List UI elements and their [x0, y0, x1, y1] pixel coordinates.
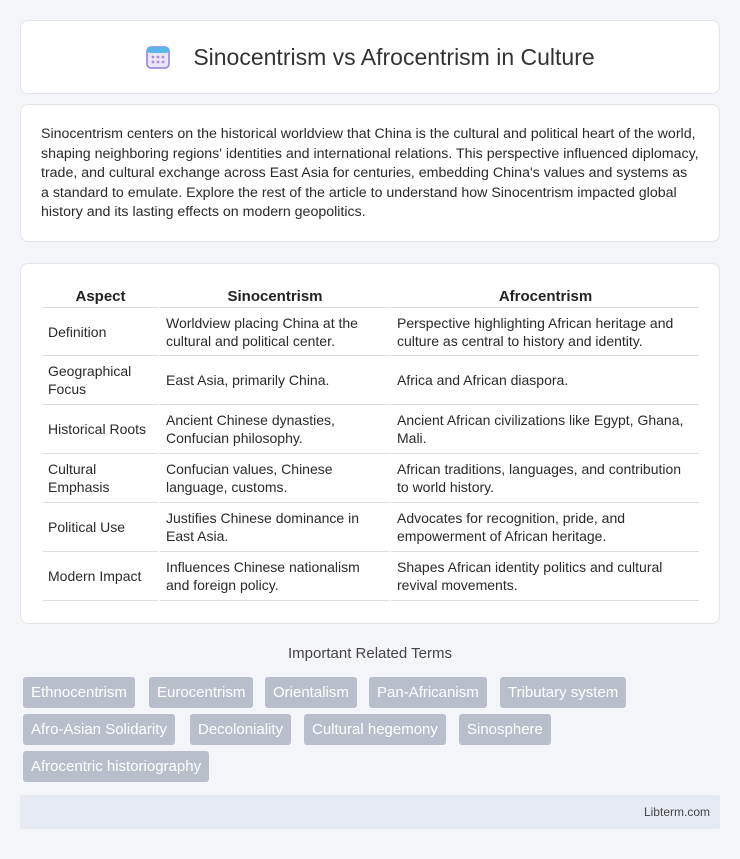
row-afrocentrism: Ancient African civilizations like Egypt, Ghana, Mali. — [389, 405, 699, 454]
row-aspect: Modern Impact — [43, 552, 158, 601]
tag-orientalism[interactable]: Orientalism — [265, 677, 357, 708]
tag-sinosphere[interactable]: Sinosphere — [459, 714, 551, 745]
comparison-table — [43, 284, 699, 601]
row-aspect: Geographical Focus — [43, 356, 158, 405]
table-row — [43, 552, 699, 601]
footer — [20, 795, 720, 829]
row-sinocentrism: Worldview placing China at the cultural and political center. — [158, 308, 389, 356]
row-aspect: Cultural Emphasis — [43, 454, 158, 503]
row-afrocentrism: African traditions, languages, and contribution to world history. — [389, 454, 699, 503]
table-header-row — [43, 284, 699, 308]
row-sinocentrism: Confucian values, Chinese language, customs. — [158, 454, 389, 503]
table-row — [43, 308, 699, 356]
row-afrocentrism: Africa and African diaspora. — [389, 356, 699, 405]
row-sinocentrism: East Asia, primarily China. — [158, 356, 389, 405]
table-row — [43, 454, 699, 503]
tag-afro-asian-solidarity[interactable]: Afro-Asian Solidarity — [23, 714, 175, 745]
title-card — [20, 20, 720, 94]
related-terms-title: Important Related Terms — [288, 645, 452, 662]
tag-pan-africanism[interactable]: Pan-Africanism — [369, 677, 487, 708]
row-sinocentrism: Ancient Chinese dynasties, Confucian philosophy. — [158, 405, 389, 454]
footer-brand-link[interactable]: Libterm.com — [643, 805, 710, 819]
row-aspect: Political Use — [43, 503, 158, 552]
page-title: Sinocentrism vs Afrocentrism in Culture — [193, 43, 595, 70]
tag-decoloniality[interactable]: Decoloniality — [190, 714, 291, 745]
header-aspect: Aspect — [43, 284, 158, 308]
tag-tributary-system[interactable]: Tributary system — [500, 677, 626, 708]
tag-ethnocentrism[interactable]: Ethnocentrism — [23, 677, 135, 708]
intro-paragraph: Sinocentrism centers on the historical worldview that China is the cultural and political heart of the world, shaping neighboring regions' identities and international relations. This perspective influenced diplomacy, trade, and cultural exchange across East Asia for centuries, embedding China's values and systems as a standard to emulate. Explore the rest of the article to understand how Sinocentrism impacted global history and its lasting effects on modern geopolitics. — [41, 126, 699, 221]
row-sinocentrism: Justifies Chinese dominance in East Asia. — [158, 503, 389, 552]
table-row — [43, 356, 699, 405]
comparison-table-card — [20, 263, 720, 624]
row-aspect: Definition — [43, 308, 158, 356]
row-afrocentrism: Advocates for recognition, pride, and empowerment of African heritage. — [389, 503, 699, 552]
row-afrocentrism: Perspective highlighting African heritage and culture as central to history and identity. — [389, 308, 699, 356]
tag-afrocentric-historiography[interactable]: Afrocentric historiography — [23, 751, 209, 782]
header-afrocentrism: Afrocentrism — [389, 284, 699, 308]
tag-eurocentrism[interactable]: Eurocentrism — [149, 677, 253, 708]
intro-card — [20, 104, 720, 242]
table-row — [43, 405, 699, 454]
row-sinocentrism: Influences Chinese nationalism and foreign policy. — [158, 552, 389, 601]
table-row — [43, 503, 699, 552]
row-aspect: Historical Roots — [43, 405, 158, 454]
tag-cultural-hegemony[interactable]: Cultural hegemony — [304, 714, 446, 745]
row-afrocentrism: Shapes African identity politics and cultural revival movements. — [389, 552, 699, 601]
header-sinocentrism: Sinocentrism — [158, 284, 389, 308]
calendar-icon — [145, 44, 171, 70]
